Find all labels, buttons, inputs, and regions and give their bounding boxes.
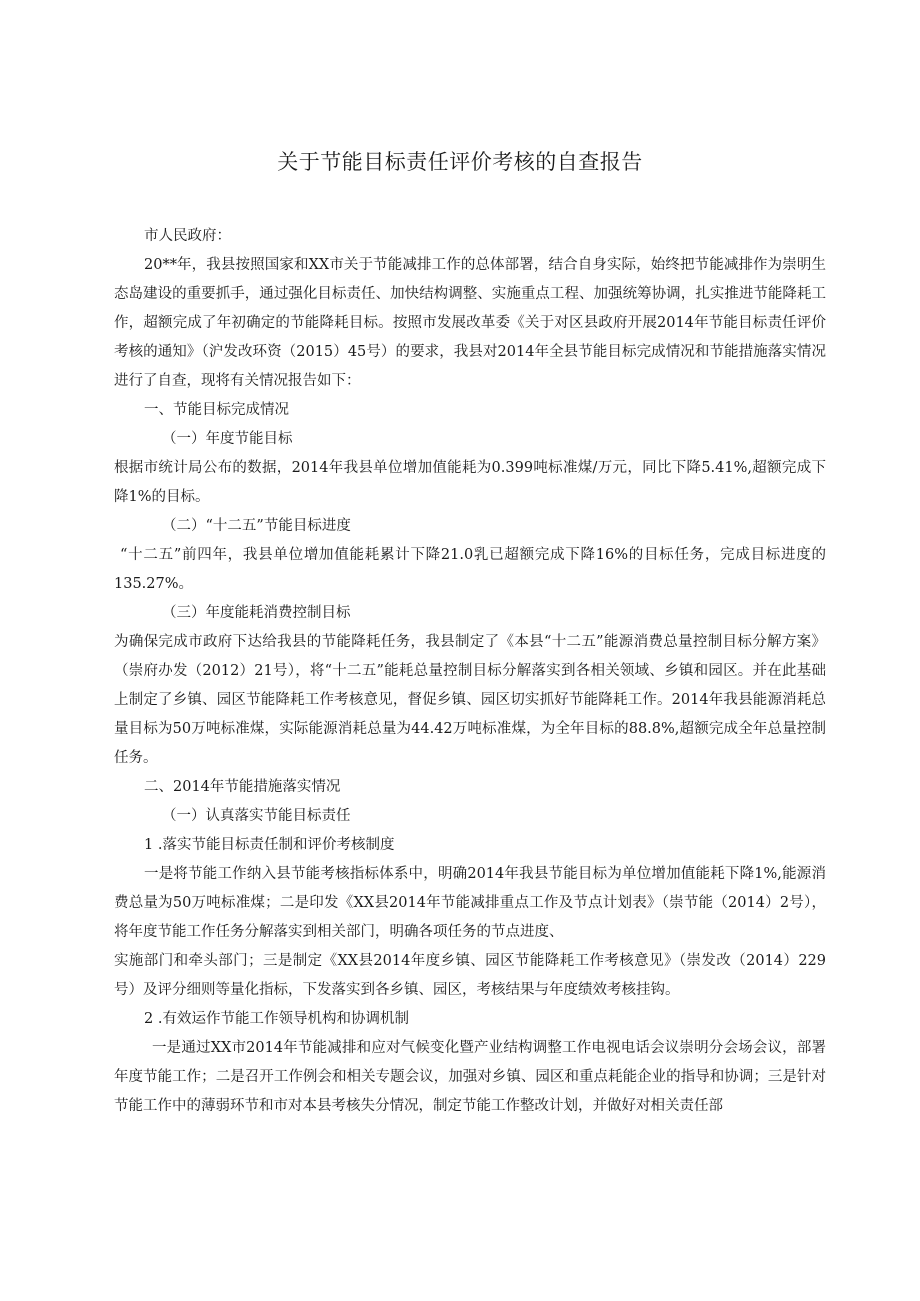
paragraph: 根据市统计局公布的数据，2014年我县单位增加值能耗为0.399吨标准煤/万元，同比下降5.41%,超额完成下降1%的目标。 [114,460,826,505]
paragraph: 2 .有效运作节能工作领导机构和协调机制 [144,1011,409,1027]
paragraph: 1 .落实节能目标责任制和评价考核制度 [144,837,395,853]
paragraph: （三）年度能耗消费控制目标 [162,605,351,621]
paragraph: 为确保完成市政府下达给我县的节能降耗任务，我县制定了《本县“十二五”能源消费总量控制目标分解方案》（崇府办发（2012）21号），将“十二五”能耗总量控制目标分解落实到各相关领域、乡镇和园区。并在此基础上制定了乡镇、园区节能降耗工作考核意见，督促乡镇、园区切实抓好节能降耗工作。2014年我县能源消耗总量目标为50万吨标准煤，实际能源消耗总量为44.42万吨标准煤，为全年目标的88.8%,超额完成全年总量控制任务。 [114,634,826,766]
document-title: 关于节能目标责任评价考核的自查报告 [277,150,643,174]
paragraph: 市人民政府： [144,228,231,244]
paragraph: 一是通过XX市2014年节能减排和应对气候变化暨产业结构调整工作电视电话会议崇明分会场会议，部署年度节能工作；二是召开工作例会和相关专题会议，加强对乡镇、园区和重点耗能企业的指导和协调；三是针对节能工作中的薄弱环节和市对本县考核失分情况，制定节能工作整改计划，并做好对相关责任部 [114,1040,826,1114]
document-body [114,222,826,1121]
paragraph: （一）年度节能目标 [162,431,293,447]
paragraph: 一是将节能工作纳入县节能考核指标体系中，明确2014年我县节能目标为单位增加值能耗下降1%,能源消费总量为50万吨标准煤；二是印发《XX县2014年节能减排重点工作及节点计划表》（崇节能（2014）2号），将年度节能工作任务分解落实到相关部门，明确各项任务的节点进度、 [114,866,826,940]
paragraph: 实施部门和牵头部门；三是制定《XX县2014年度乡镇、园区节能降耗工作考核意见》（崇发改（2014）229号）及评分细则等量化指标，下发落实到各乡镇、园区，考核结果与年度绩效考核挂钩。 [114,953,826,998]
paragraph: （一）认真落实节能目标责任 [162,808,351,824]
paragraph: “十二五”前四年，我县单位增加值能耗累计下降21.0乳已超额完成下降16%的目标任务，完成目标进度的135.27%。 [114,547,826,592]
paragraph: 一、节能目标完成情况 [144,402,289,418]
paragraph: 二、2014年节能措施落实情况 [144,779,341,795]
paragraph: 20**年，我县按照国家和XX市关于节能减排工作的总体部署，结合自身实际，始终把节能减排作为崇明生态岛建设的重要抓手，通过强化目标责任、加快结构调整、实施重点工程、加强统筹协调，扎实推进节能降耗工作，超额完成了年初确定的节能降耗目标。按照市发展改革委《关于对区县政府开展2014年节能目标责任评价考核的通知》（沪发改环资（2015）45号）的要求，我县对2014年全县节能目标完成情况和节能措施落实情况进行了自查，现将有关情况报告如下： [114,257,826,389]
paragraph: （二）“十二五”节能目标进度 [162,518,351,534]
